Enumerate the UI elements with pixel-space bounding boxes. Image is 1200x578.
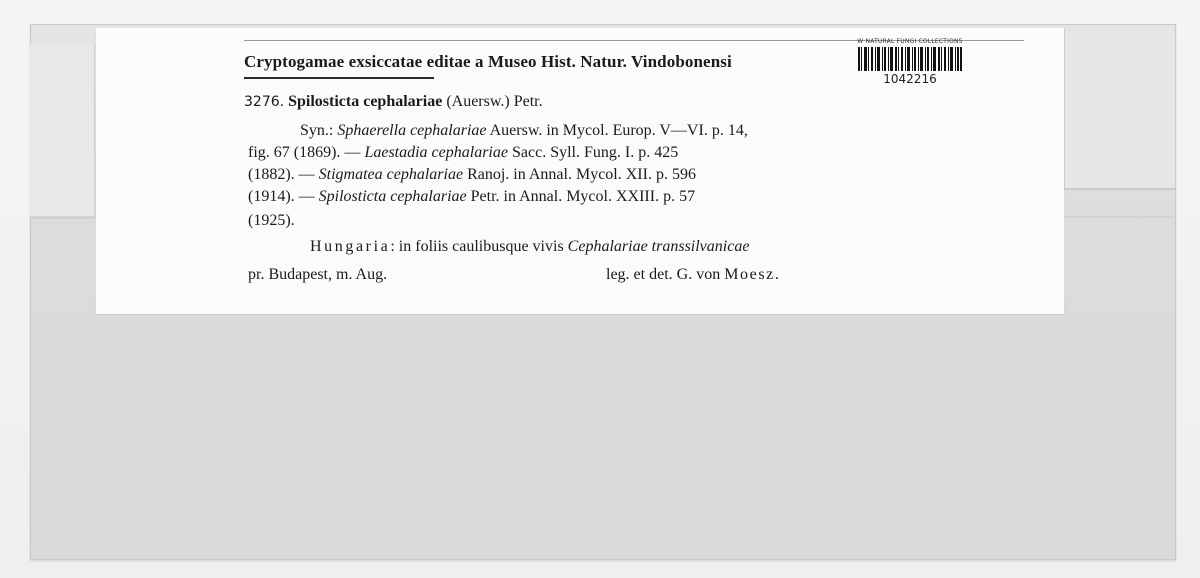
barcode-number: 1042216 bbox=[883, 72, 937, 86]
synonym-name: Laestadia cephalariae bbox=[364, 144, 508, 161]
collection-place: pr. Budapest, m. Aug. bbox=[248, 266, 388, 283]
synonymy-line-2 bbox=[248, 142, 908, 164]
det-prefix: leg. et det. G. von bbox=[606, 266, 725, 283]
synonym-name: Sphaerella cephalariae bbox=[337, 122, 487, 139]
synonym-citation: (1882). — bbox=[248, 166, 319, 183]
barcode-icon bbox=[858, 47, 962, 71]
synonymy-line-4 bbox=[248, 186, 908, 208]
synonym-citation: Auersw. in Mycol. Europ. V—VI. p. 14, bbox=[486, 122, 748, 139]
synonymy-line-1 bbox=[300, 120, 960, 142]
host-name: Cephalariae transsilvanicae bbox=[567, 238, 750, 255]
synonymy-line-5: (1925). bbox=[248, 212, 295, 229]
species-line bbox=[244, 93, 543, 111]
barcode-block bbox=[854, 38, 966, 88]
synonym-citation: Sacc. Syll. Fung. I. p. 425 bbox=[507, 144, 679, 161]
collector-determiner bbox=[606, 264, 780, 286]
syn-prefix: Syn.: bbox=[300, 122, 338, 139]
barcode-caption: W NATURAL FUNGI COLLECTIONS bbox=[857, 38, 963, 45]
header-underline bbox=[244, 77, 434, 79]
det-name: Moesz. bbox=[724, 266, 781, 283]
locality-country: Hungaria bbox=[310, 238, 391, 255]
species-authority: (Auersw.) Petr. bbox=[446, 93, 543, 110]
species-name: Spilosticta cephalariae bbox=[288, 93, 443, 110]
synonym-citation: fig. 67 (1869). — bbox=[248, 144, 365, 161]
packet-flap-right bbox=[1064, 28, 1175, 190]
locality-line bbox=[310, 236, 970, 258]
label-header: Cryptogamae exsiccatae editae a Museo Hist. Natur. Vindobonensi bbox=[244, 52, 732, 71]
collection-line bbox=[248, 264, 908, 286]
synonym-name: Spilosticta cephalariae bbox=[318, 188, 467, 205]
synonym-citation: Ranoj. in Annal. Mycol. XII. p. 596 bbox=[463, 166, 696, 183]
packet-flap-left bbox=[30, 44, 95, 219]
locality-text: : in foliis caulibusque vivis bbox=[390, 238, 568, 255]
synonym-citation: (1914). — bbox=[248, 188, 319, 205]
exsiccata-number: 3276. bbox=[244, 94, 285, 110]
synonymy-line-3 bbox=[248, 164, 908, 186]
synonym-name: Stigmatea cephalariae bbox=[318, 166, 464, 183]
synonym-citation: Petr. in Annal. Mycol. XXIII. p. 57 bbox=[466, 188, 696, 205]
